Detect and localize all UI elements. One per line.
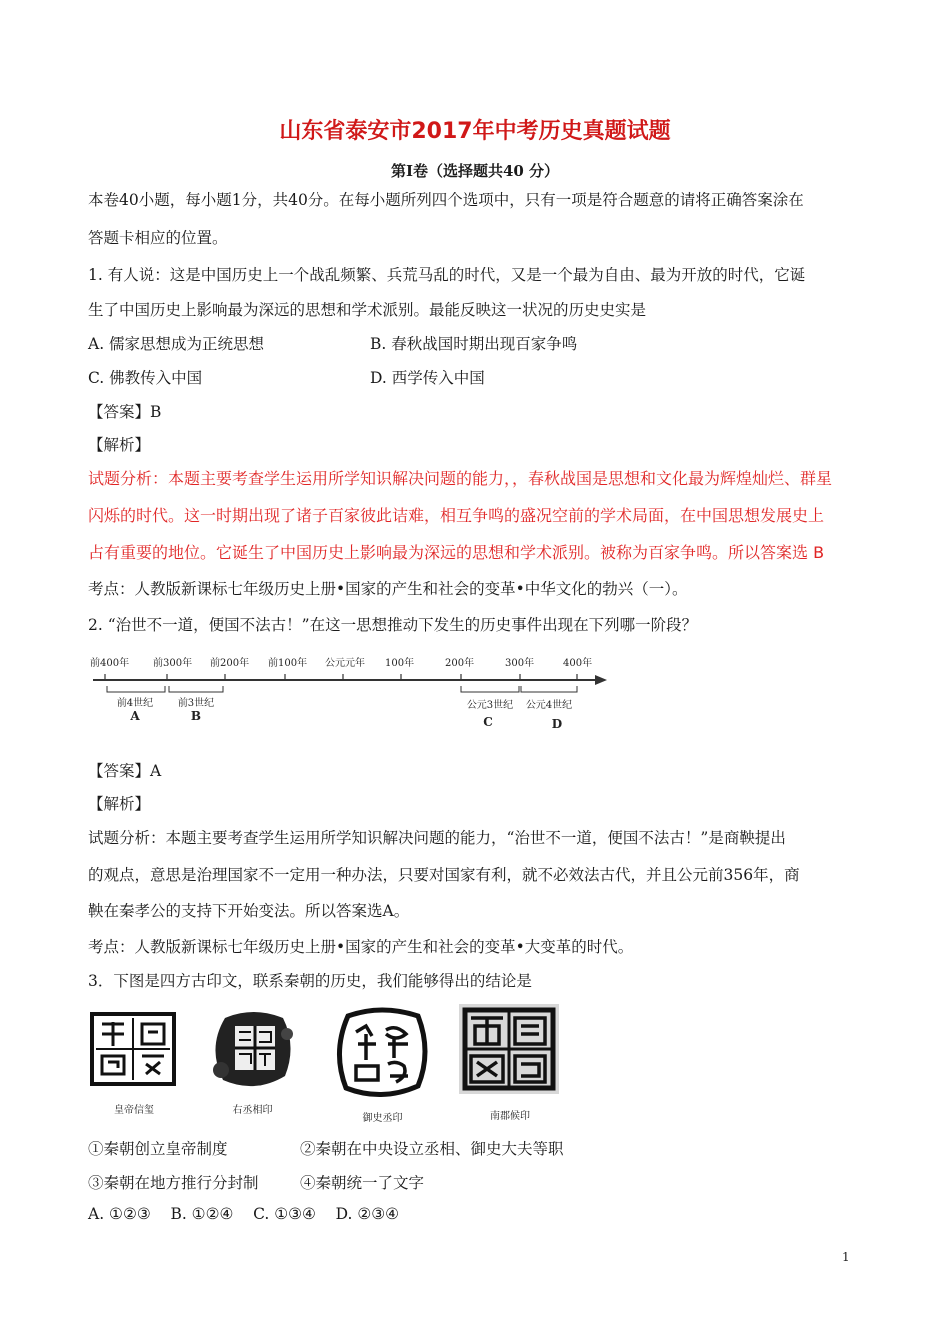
seal-image-2 xyxy=(205,1004,300,1114)
segment-letter-c: C xyxy=(483,715,493,729)
segment-label-a: 前4世纪 xyxy=(116,698,154,709)
timeline-tick-label: 前400年 xyxy=(90,658,130,669)
segment-bracket-a xyxy=(107,686,165,692)
seal-caption-4: 南郡候印 xyxy=(490,1111,530,1122)
timeline-tick-label: 公元元年 xyxy=(325,658,365,669)
seal-image-1 xyxy=(88,1004,180,1114)
q2-analysis-line-1: 试题分析：本题主要考查学生运用所学知识解决问题的能力，“治世不一道，便国不法古！”是商鞅提出 xyxy=(88,829,786,847)
segment-bracket-c xyxy=(461,686,519,692)
timeline-tick-label: 200年 xyxy=(445,658,475,669)
q3-stem: 3．下图是四方古印文，联系秦朝的历史，我们能够得出的结论是 xyxy=(88,972,532,990)
q3-statement-3: ③秦朝在地方推行分封制 xyxy=(88,1174,259,1192)
q3-statement-4: ④秦朝统一了文字 xyxy=(300,1174,425,1192)
page-number: 1 xyxy=(842,1250,850,1264)
segment-letter-d: D xyxy=(551,717,563,731)
segment-label-d: 公元4世纪 xyxy=(525,700,573,711)
q3-choices: A. ①②③ B. ①②④ C. ①③④ D. ②③④ xyxy=(88,1205,400,1223)
q1-option-a: A. 儒家思想成为正统思想 xyxy=(88,335,265,353)
q1-stem-line-1: 1. 有人说：这是中国历史上一个战乱频繁、兵荒马乱的时代，又是一个最为自由、最为开放的时代，它诞 xyxy=(88,266,806,284)
seal-caption-1: 皇帝信玺 xyxy=(114,1105,154,1116)
q1-option-d: D. 西学传入中国 xyxy=(370,369,485,387)
q2-answer: 【答案】A xyxy=(88,762,162,780)
timeline-tick-label: 100年 xyxy=(385,658,415,669)
timeline-tick-label: 前100年 xyxy=(268,658,308,669)
timeline-tick-label: 前300年 xyxy=(153,658,193,669)
timeline-tick-label: 前200年 xyxy=(210,658,250,669)
intro-line-2: 答题卡相应的位置。 xyxy=(88,229,228,247)
q2-timeline xyxy=(85,650,615,735)
q1-analysis-line-3: 占有重要的地位。它诞生了中国历史上影响最为深远的思想和学术派别。被称为百家争鸣。所以答案选 B xyxy=(88,543,825,562)
segment-bracket-d xyxy=(521,686,577,692)
segment-label-c: 公元3世纪 xyxy=(466,700,514,711)
q1-analysis-label: 【解析】 xyxy=(88,436,151,454)
seal-image-3 xyxy=(330,1004,435,1122)
seal-caption-2: 右丞相印 xyxy=(232,1105,273,1116)
timeline-arrow-icon xyxy=(595,675,607,685)
segment-bracket-b xyxy=(169,686,223,692)
q1-analysis-line-2: 闪烁的时代。这一时期出现了诸子百家彼此诘难，相互争鸣的盛况空前的学术局面，在中国思想发展史上 xyxy=(88,506,825,525)
section-subtitle: 第Ⅰ卷（选择题共40 分） xyxy=(390,162,560,180)
segment-letter-a: A xyxy=(130,709,140,723)
segment-letter-b: B xyxy=(190,709,202,723)
seal-caption-3: 御史丞印 xyxy=(362,1113,403,1124)
q1-option-b: B. 春秋战国时期出现百家争鸣 xyxy=(370,335,578,353)
intro-line-1: 本卷40小题，每小题1分，共40分。在每小题所列四个选项中，只有一项是符合题意的请将正确答案涂在 xyxy=(88,191,804,209)
segment-label-b: 前3世纪 xyxy=(177,698,215,709)
page-title: 山东省泰安市2017年中考历史真题试题 xyxy=(279,119,671,144)
timeline-tick-label: 300年 xyxy=(505,658,535,669)
q2-stem: 2. “治世不一道，便国不法古！”在这一思想推动下发生的历史事件出现在下列哪一阶段？ xyxy=(88,616,698,634)
q3-statement-2: ②秦朝在中央设立丞相、御史大夫等职 xyxy=(300,1140,564,1158)
q2-kaodian: 考点：人教版新课标七年级历史上册•国家的产生和社会的变革•大变革的时代。 xyxy=(88,938,634,956)
q1-stem-line-2: 生了中国历史上影响最为深远的思想和学术派别。最能反映这一状况的历史史实是 xyxy=(88,301,647,319)
q1-analysis-line-1: 试题分析：本题主要考查学生运用所学知识解决问题的能力，，春秋战国是思想和文化最为辉煌灿烂、群星 xyxy=(88,469,833,488)
q2-analysis-line-3: 鞅在秦孝公的支持下开始变法。所以答案选A。 xyxy=(88,902,410,920)
seal-image-4 xyxy=(455,1000,565,1120)
q1-kaodian: 考点：人教版新课标七年级历史上册•国家的产生和社会的变革•中华文化的勃兴（一）。 xyxy=(88,580,688,598)
q3-statement-1: ①秦朝创立皇帝制度 xyxy=(88,1140,228,1158)
timeline-tick-label: 400年 xyxy=(563,658,593,669)
q1-option-c: C. 佛教传入中国 xyxy=(88,369,203,387)
q2-analysis-line-2: 的观点，意思是治理国家不一定用一种办法，只要对国家有利，就不必效法古代，并且公元前356年，商 xyxy=(88,866,800,884)
q2-analysis-label: 【解析】 xyxy=(88,795,151,813)
q1-answer: 【答案】B xyxy=(88,403,162,421)
